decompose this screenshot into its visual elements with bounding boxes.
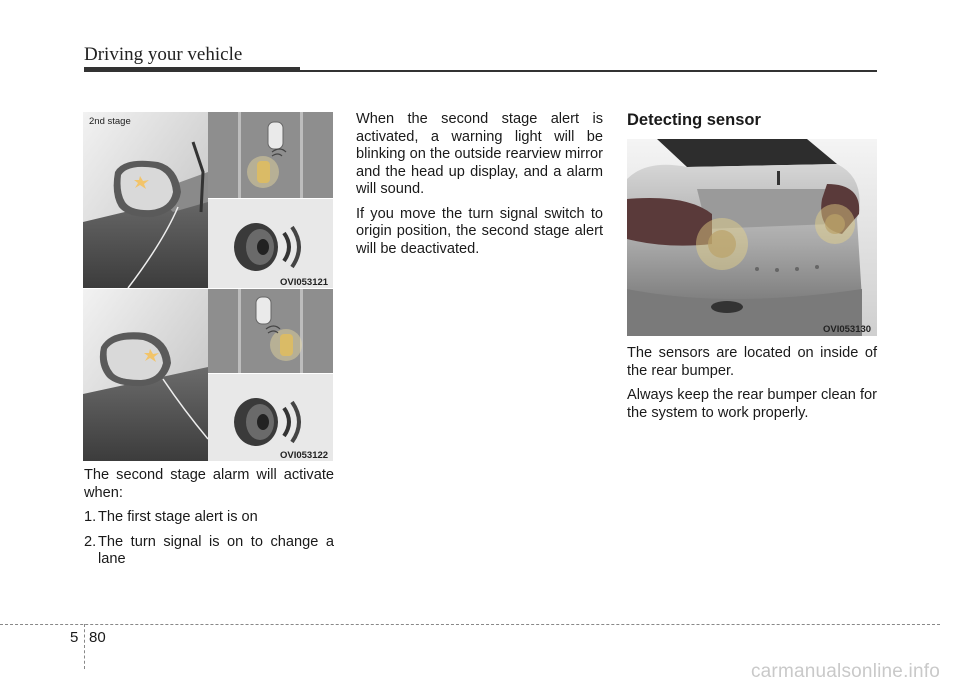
mirror-figure-bottom — [83, 289, 208, 461]
list-item — [84, 509, 334, 527]
radar-panel-top — [208, 112, 333, 198]
column-2-text — [356, 111, 603, 265]
figure-code-3: OVI053130 — [823, 324, 872, 335]
radar-panel-bottom — [208, 289, 333, 373]
rear-bumper-figure — [627, 139, 877, 336]
footer-divider — [84, 624, 85, 669]
header-rule — [300, 70, 877, 72]
paragraph: If you move the turn signal switch to origin position, the second stage alert will be deactivated. — [356, 205, 603, 257]
page-number: 80 — [89, 629, 106, 646]
paragraph: The sensors are located on inside of the rear bumper. — [627, 345, 877, 379]
figure-code-2: OVI053122 — [280, 450, 329, 461]
speaker-panel-bottom — [208, 374, 333, 461]
mirror-figure-top — [83, 112, 208, 288]
section-heading: Detecting sensor — [627, 111, 761, 129]
paragraph: Always keep the rear bumper clean for the system to work properly. — [627, 387, 877, 421]
figure-code-1: OVI053121 — [280, 277, 329, 288]
list-text: The turn signal is on to change a lane — [98, 533, 334, 567]
column-1-text — [84, 467, 334, 569]
list-item — [84, 534, 334, 569]
column-3-text — [627, 345, 877, 429]
footer-rule — [0, 624, 940, 625]
speaker-panel-top — [208, 199, 333, 288]
page-header-title: Driving your vehicle — [84, 44, 243, 65]
header-bar — [84, 67, 300, 72]
paragraph: When the second stage alert is activated, a warning light will be blinking on the outside rearview mirror and the head up display, and a alarm will sound. — [356, 111, 603, 197]
chapter-number: 5 — [70, 629, 79, 646]
watermark: carmanualsonline.info — [750, 661, 940, 682]
intro-paragraph: The second stage alarm will activate when: — [84, 467, 334, 501]
list-number: 2. — [84, 533, 97, 550]
list-number: 1. — [84, 509, 97, 525]
stage-label: 2nd stage — [89, 116, 131, 127]
list-text: The first stage alert is on — [98, 509, 258, 525]
